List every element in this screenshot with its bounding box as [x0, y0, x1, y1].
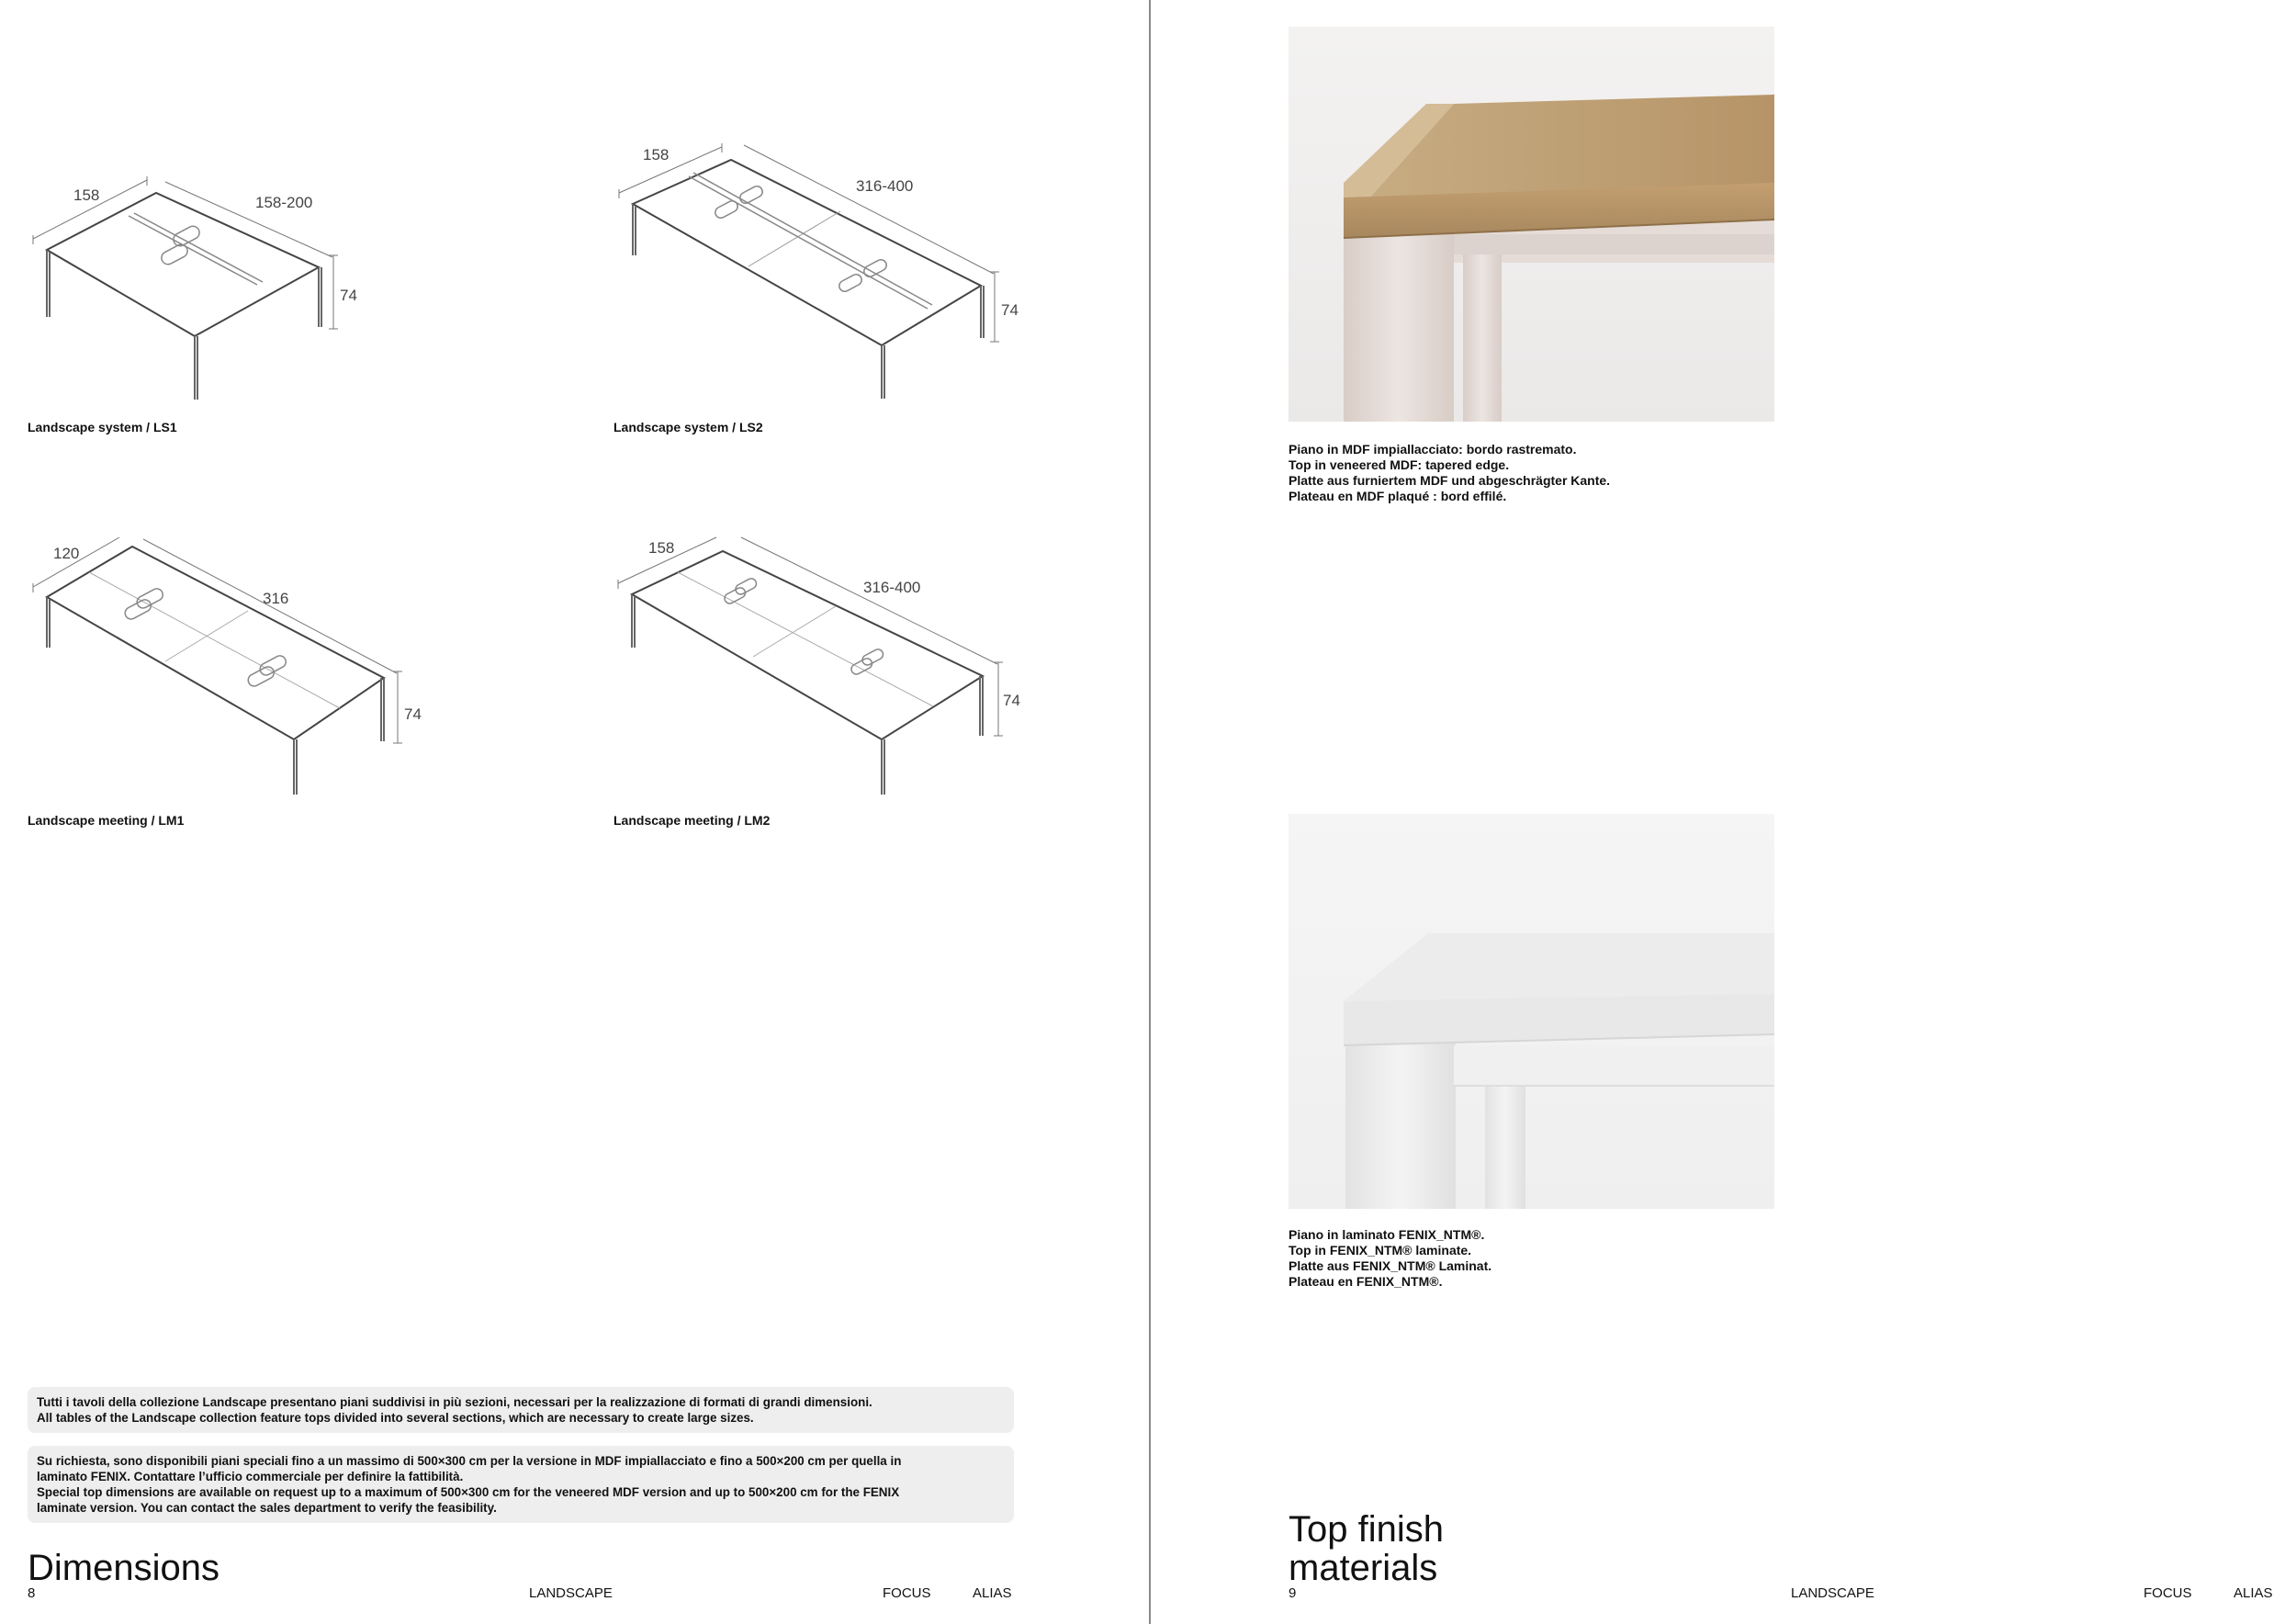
note-sections	[28, 1387, 1014, 1433]
lm2-length-label: 316-400	[863, 579, 921, 596]
ls2-table-svg	[615, 138, 1038, 413]
ls2-height-label: 74	[1001, 301, 1019, 319]
note-special-en-1: Special top dimensions are available on request up to a maximum of 500×300 cm for the veneered MDF version and up to 500×200 cm for the FENIX	[37, 1485, 900, 1499]
lm2-height-label: 74	[1003, 692, 1020, 709]
material-veneer-en: Top in veneered MDF: tapered edge.	[1289, 457, 1510, 472]
fenix-top-svg	[1289, 814, 1774, 1209]
page-title-line-2: materials	[1289, 1548, 1438, 1588]
lm1-depth-label: 120	[53, 545, 80, 562]
material-fenix-it: Piano in laminato FENIX_NTM®.	[1289, 1227, 1485, 1242]
drawing-ls1	[18, 156, 386, 413]
material-fenix-de: Platte aus FENIX_NTM® Laminat.	[1289, 1258, 1492, 1273]
footer-section: FOCUS	[883, 1585, 931, 1601]
footer-page-number: 8	[28, 1585, 36, 1601]
footer-page-number: 9	[1289, 1585, 1297, 1601]
drawing-lm1	[18, 537, 441, 804]
material-veneer-it: Piano in MDF impiallacciato: bordo rastremato.	[1289, 442, 1577, 457]
material-veneer-de: Platte aus furniertem MDF und abgeschrägter Kante.	[1289, 473, 1611, 488]
lm1-table-svg	[18, 537, 441, 804]
ls1-table-svg	[18, 156, 386, 413]
footer-collection: LANDSCAPE	[529, 1585, 613, 1601]
ls1-height-label: 74	[340, 287, 357, 304]
photo-veneered-top	[1289, 27, 1774, 422]
caption-ls2: Landscape system / LS2	[613, 420, 763, 434]
material-veneer-fr: Plateau en MDF plaqué : bord effilé.	[1289, 489, 1507, 503]
caption-lm2: Landscape meeting / LM2	[613, 813, 771, 828]
footer-brand: ALIAS	[2234, 1585, 2273, 1601]
note-special-it-2: laminato FENIX. Contattare l’ufficio commerciale per definire la fattibilità.	[37, 1470, 464, 1483]
page-top-finish	[1151, 0, 2296, 1624]
drawing-lm2	[615, 528, 1038, 804]
caption-ls1: Landscape system / LS1	[28, 420, 177, 434]
lm1-length-label: 316	[263, 590, 289, 607]
veneered-top-svg	[1289, 27, 1774, 422]
material-fenix-text	[1289, 1227, 1491, 1290]
lm2-depth-label: 158	[648, 539, 675, 557]
lm1-height-label: 74	[404, 705, 422, 723]
ls1-length-label: 158-200	[255, 194, 313, 211]
lm2-table-svg	[615, 528, 1038, 804]
drawing-ls2	[615, 138, 1038, 413]
ls2-depth-label: 158	[643, 146, 670, 164]
note-sections-en: All tables of the Landscape collection feature tops divided into several sections, which are necessary to create large sizes.	[37, 1411, 754, 1425]
footer-collection: LANDSCAPE	[1791, 1585, 1874, 1601]
material-fenix-fr: Plateau en FENIX_NTM®.	[1289, 1274, 1443, 1289]
page-title-line-1: Top finish	[1289, 1509, 1444, 1550]
ls1-depth-label: 158	[73, 186, 100, 204]
note-sections-it: Tutti i tavoli della collezione Landscape presentano piani suddivisi in più sezioni, necessari per la realizzazione di formati di grandi dimensioni.	[37, 1395, 872, 1409]
material-veneer-text	[1289, 442, 1610, 504]
material-fenix-en: Top in FENIX_NTM® laminate.	[1289, 1243, 1472, 1257]
photo-fenix-top	[1289, 814, 1774, 1209]
footer-brand: ALIAS	[973, 1585, 1012, 1601]
note-special-sizes	[28, 1446, 1014, 1523]
ls2-length-label: 316-400	[856, 177, 914, 195]
note-special-it-1: Su richiesta, sono disponibili piani speciali fino a un massimo di 500×300 cm per la versione in MDF impiallacciato e fino a 500×200 cm per quella in	[37, 1454, 902, 1468]
caption-lm1: Landscape meeting / LM1	[28, 813, 185, 828]
note-special-en-2: laminate version. You can contact the sales department to verify the feasibility.	[37, 1501, 497, 1515]
page-title-dimensions: Dimensions	[28, 1548, 219, 1588]
page-title-top-finish	[1289, 1510, 1444, 1587]
footer-section: FOCUS	[2144, 1585, 2192, 1601]
